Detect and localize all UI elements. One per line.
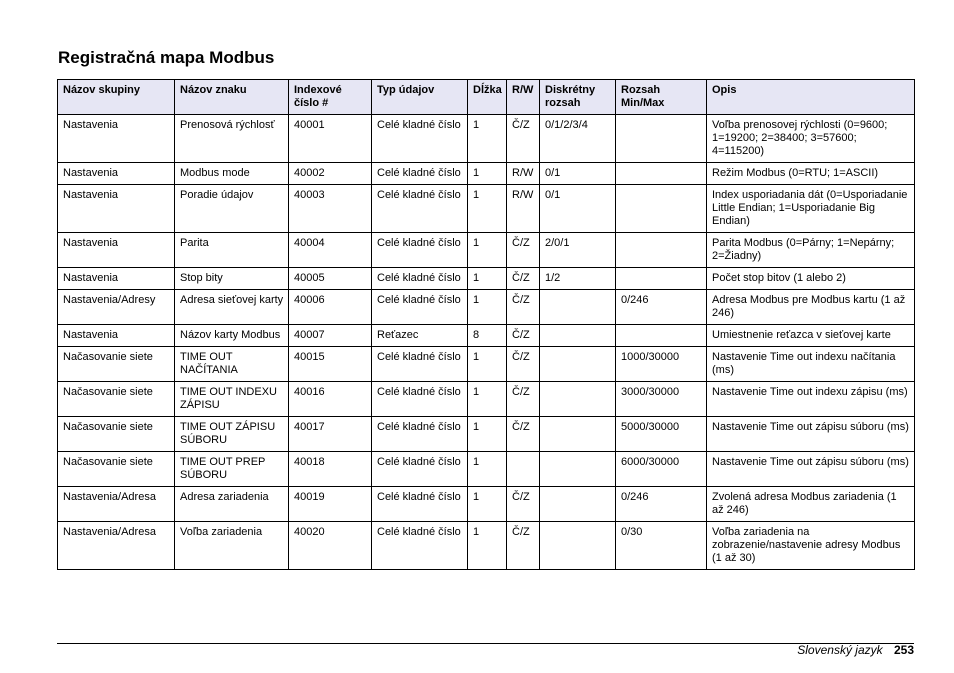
description-cell: Nastavenie Time out indexu zápisu (ms) bbox=[707, 382, 915, 417]
tag-name-cell: TIME OUT NAČÍTANIA bbox=[175, 347, 289, 382]
length-cell: 1 bbox=[468, 487, 507, 522]
description-cell: Parita Modbus (0=Párny; 1=Nepárny; 2=Žiadny) bbox=[707, 233, 915, 268]
table-row bbox=[58, 233, 915, 268]
description-cell: Adresa Modbus pre Modbus kartu (1 až 246) bbox=[707, 290, 915, 325]
index-number-cell: 40017 bbox=[289, 417, 372, 452]
length-cell: 1 bbox=[468, 233, 507, 268]
tag-name-cell: Poradie údajov bbox=[175, 185, 289, 233]
group-name-cell: Nastavenia bbox=[58, 233, 175, 268]
discrete-range-cell: 1/2 bbox=[540, 268, 616, 290]
description-cell: Umiestnenie reťazca v sieťovej karte bbox=[707, 325, 915, 347]
index-number-cell: 40003 bbox=[289, 185, 372, 233]
min-max-range-cell: 6000/30000 bbox=[616, 452, 707, 487]
data-type-cell: Celé kladné číslo bbox=[372, 522, 468, 570]
group-name-cell: Nastavenia bbox=[58, 185, 175, 233]
index-number-cell: 40002 bbox=[289, 163, 372, 185]
discrete-range-cell bbox=[540, 452, 616, 487]
group-name-cell: Nastavenia bbox=[58, 163, 175, 185]
description-cell: Nastavenie Time out indexu načítania (ms) bbox=[707, 347, 915, 382]
length-cell: 1 bbox=[468, 185, 507, 233]
table-row bbox=[58, 347, 915, 382]
description-cell: Režim Modbus (0=RTU; 1=ASCII) bbox=[707, 163, 915, 185]
data-type-cell: Celé kladné číslo bbox=[372, 115, 468, 163]
discrete-range-cell: 2/0/1 bbox=[540, 233, 616, 268]
description-cell: Index usporiadania dát (0=Usporiadanie Little Endian; 1=Usporiadanie Big Endian) bbox=[707, 185, 915, 233]
data-type-cell: Celé kladné číslo bbox=[372, 452, 468, 487]
length-cell: 1 bbox=[468, 290, 507, 325]
min-max-range-cell: 5000/30000 bbox=[616, 417, 707, 452]
tag-name-cell: TIME OUT INDEXU ZÁPISU bbox=[175, 382, 289, 417]
data-type-cell: Celé kladné číslo bbox=[372, 487, 468, 522]
group-name-cell: Načasovanie siete bbox=[58, 382, 175, 417]
data-type-cell: Celé kladné číslo bbox=[372, 233, 468, 268]
header-data-type: Typ údajov bbox=[372, 80, 468, 115]
read-write-cell: Č/Z bbox=[507, 268, 540, 290]
length-cell: 1 bbox=[468, 268, 507, 290]
read-write-cell bbox=[507, 452, 540, 487]
min-max-range-cell bbox=[616, 233, 707, 268]
description-cell: Nastavenie Time out zápisu súboru (ms) bbox=[707, 452, 915, 487]
group-name-cell: Načasovanie siete bbox=[58, 417, 175, 452]
description-cell: Počet stop bitov (1 alebo 2) bbox=[707, 268, 915, 290]
index-number-cell: 40006 bbox=[289, 290, 372, 325]
discrete-range-cell bbox=[540, 382, 616, 417]
description-cell: Voľba prenosovej rýchlosti (0=9600; 1=19200; 2=38400; 3=57600; 4=115200) bbox=[707, 115, 915, 163]
table-row bbox=[58, 268, 915, 290]
header-row bbox=[58, 80, 915, 115]
discrete-range-cell bbox=[540, 325, 616, 347]
read-write-cell: Č/Z bbox=[507, 115, 540, 163]
register-map-table bbox=[57, 79, 915, 570]
description-cell: Voľba zariadenia na zobrazenie/nastavenie adresy Modbus (1 až 30) bbox=[707, 522, 915, 570]
page-number: 253 bbox=[893, 643, 914, 657]
table-row bbox=[58, 522, 915, 570]
read-write-cell: R/W bbox=[507, 163, 540, 185]
read-write-cell: R/W bbox=[507, 185, 540, 233]
tag-name-cell: Modbus mode bbox=[175, 163, 289, 185]
index-number-cell: 40020 bbox=[289, 522, 372, 570]
group-name-cell: Načasovanie siete bbox=[58, 452, 175, 487]
tag-name-cell: Názov karty Modbus bbox=[175, 325, 289, 347]
table-body bbox=[58, 115, 915, 570]
index-number-cell: 40001 bbox=[289, 115, 372, 163]
index-number-cell: 40007 bbox=[289, 325, 372, 347]
length-cell: 1 bbox=[468, 417, 507, 452]
read-write-cell: Č/Z bbox=[507, 382, 540, 417]
discrete-range-cell bbox=[540, 347, 616, 382]
length-cell: 1 bbox=[468, 163, 507, 185]
index-number-cell: 40019 bbox=[289, 487, 372, 522]
length-cell: 1 bbox=[468, 382, 507, 417]
min-max-range-cell bbox=[616, 185, 707, 233]
table-row bbox=[58, 185, 915, 233]
header-length: Dĺžka bbox=[468, 80, 507, 115]
discrete-range-cell: 0/1 bbox=[540, 185, 616, 233]
header-tag-name: Názov znaku bbox=[175, 80, 289, 115]
discrete-range-cell: 0/1/2/3/4 bbox=[540, 115, 616, 163]
min-max-range-cell bbox=[616, 325, 707, 347]
tag-name-cell: Stop bity bbox=[175, 268, 289, 290]
table-row bbox=[58, 163, 915, 185]
header-read-write: R/W bbox=[507, 80, 540, 115]
tag-name-cell: Parita bbox=[175, 233, 289, 268]
data-type-cell: Celé kladné číslo bbox=[372, 268, 468, 290]
read-write-cell: Č/Z bbox=[507, 290, 540, 325]
group-name-cell: Nastavenia bbox=[58, 325, 175, 347]
group-name-cell: Nastavenia/Adresa bbox=[58, 522, 175, 570]
description-cell: Zvolená adresa Modbus zariadenia (1 až 246) bbox=[707, 487, 915, 522]
tag-name-cell: Adresa sieťovej karty bbox=[175, 290, 289, 325]
data-type-cell: Reťazec bbox=[372, 325, 468, 347]
table-row bbox=[58, 290, 915, 325]
index-number-cell: 40018 bbox=[289, 452, 372, 487]
tag-name-cell: Adresa zariadenia bbox=[175, 487, 289, 522]
read-write-cell: Č/Z bbox=[507, 325, 540, 347]
data-type-cell: Celé kladné číslo bbox=[372, 185, 468, 233]
page-footer bbox=[797, 643, 914, 657]
index-number-cell: 40005 bbox=[289, 268, 372, 290]
table-row bbox=[58, 382, 915, 417]
min-max-range-cell: 0/246 bbox=[616, 290, 707, 325]
discrete-range-cell bbox=[540, 417, 616, 452]
tag-name-cell: TIME OUT ZÁPISU SÚBORU bbox=[175, 417, 289, 452]
discrete-range-cell bbox=[540, 290, 616, 325]
read-write-cell: Č/Z bbox=[507, 417, 540, 452]
header-discrete-range: Diskrétny rozsah bbox=[540, 80, 616, 115]
data-type-cell: Celé kladné číslo bbox=[372, 163, 468, 185]
table-row bbox=[58, 325, 915, 347]
length-cell: 8 bbox=[468, 325, 507, 347]
min-max-range-cell bbox=[616, 268, 707, 290]
min-max-range-cell: 0/246 bbox=[616, 487, 707, 522]
description-cell: Nastavenie Time out zápisu súboru (ms) bbox=[707, 417, 915, 452]
data-type-cell: Celé kladné číslo bbox=[372, 290, 468, 325]
min-max-range-cell: 1000/30000 bbox=[616, 347, 707, 382]
tag-name-cell: Voľba zariadenia bbox=[175, 522, 289, 570]
read-write-cell: Č/Z bbox=[507, 347, 540, 382]
data-type-cell: Celé kladné číslo bbox=[372, 382, 468, 417]
read-write-cell: Č/Z bbox=[507, 522, 540, 570]
read-write-cell: Č/Z bbox=[507, 233, 540, 268]
min-max-range-cell: 0/30 bbox=[616, 522, 707, 570]
tag-name-cell: Prenosová rýchlosť bbox=[175, 115, 289, 163]
table-row bbox=[58, 452, 915, 487]
discrete-range-cell bbox=[540, 487, 616, 522]
table-row bbox=[58, 487, 915, 522]
group-name-cell: Nastavenia/Adresy bbox=[58, 290, 175, 325]
footer-language: Slovenský jazyk bbox=[797, 643, 883, 657]
tag-name-cell: TIME OUT PREP SÚBORU bbox=[175, 452, 289, 487]
header-description: Opis bbox=[707, 80, 915, 115]
table-row bbox=[58, 115, 915, 163]
footer-divider bbox=[57, 643, 914, 644]
discrete-range-cell bbox=[540, 522, 616, 570]
length-cell: 1 bbox=[468, 347, 507, 382]
length-cell: 1 bbox=[468, 452, 507, 487]
group-name-cell: Nastavenia bbox=[58, 268, 175, 290]
header-min-max-range: Rozsah Min/Max bbox=[616, 80, 707, 115]
length-cell: 1 bbox=[468, 522, 507, 570]
group-name-cell: Nastavenia bbox=[58, 115, 175, 163]
data-type-cell: Celé kladné číslo bbox=[372, 417, 468, 452]
table-row bbox=[58, 417, 915, 452]
length-cell: 1 bbox=[468, 115, 507, 163]
group-name-cell: Načasovanie siete bbox=[58, 347, 175, 382]
header-group-name: Názov skupiny bbox=[58, 80, 175, 115]
index-number-cell: 40016 bbox=[289, 382, 372, 417]
discrete-range-cell: 0/1 bbox=[540, 163, 616, 185]
group-name-cell: Nastavenia/Adresa bbox=[58, 487, 175, 522]
page-title: Registračná mapa Modbus bbox=[58, 48, 275, 67]
read-write-cell: Č/Z bbox=[507, 487, 540, 522]
min-max-range-cell bbox=[616, 163, 707, 185]
header-index-number: Indexové číslo # bbox=[289, 80, 372, 115]
index-number-cell: 40004 bbox=[289, 233, 372, 268]
index-number-cell: 40015 bbox=[289, 347, 372, 382]
min-max-range-cell bbox=[616, 115, 707, 163]
min-max-range-cell: 3000/30000 bbox=[616, 382, 707, 417]
data-type-cell: Celé kladné číslo bbox=[372, 347, 468, 382]
